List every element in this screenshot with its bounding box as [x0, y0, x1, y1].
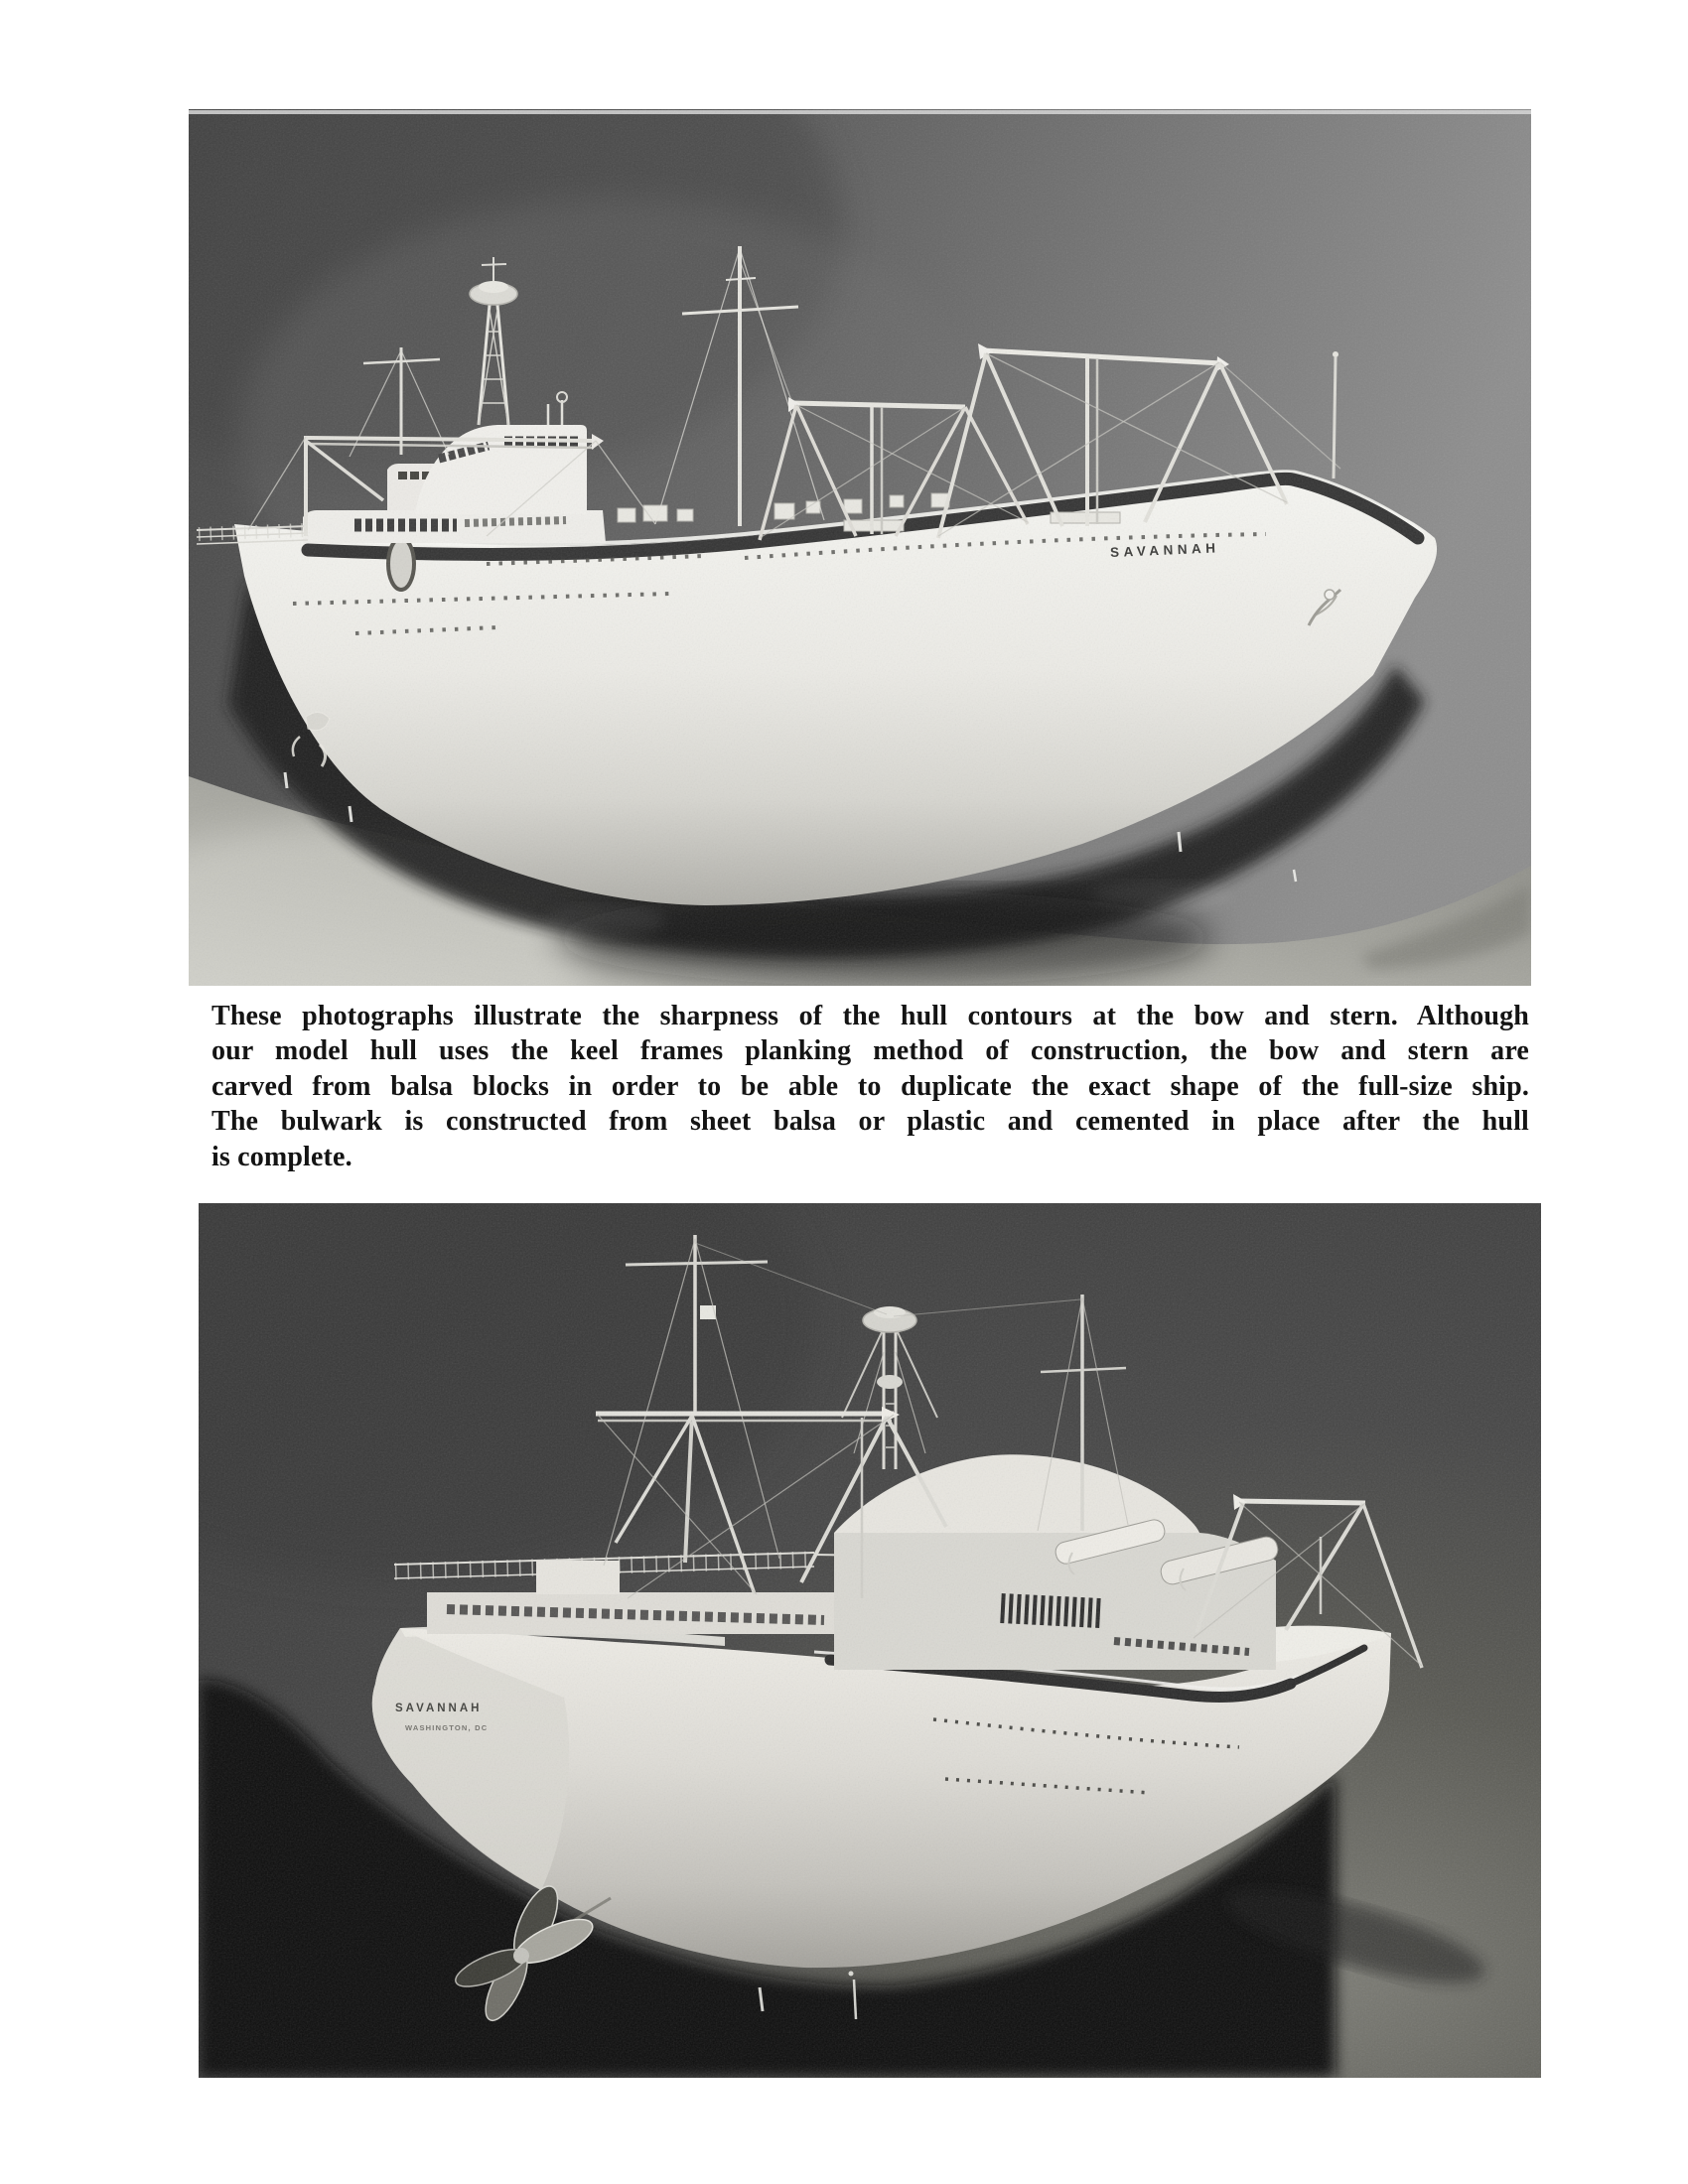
photo-grain	[189, 109, 1531, 986]
caption-line: our model hull uses the keel frames planking method of construction, the bow and stern are	[211, 1035, 1529, 1067]
caption-line: carved from balsa blocks in order to be able to duplicate the exact shape of the full-size ship.	[211, 1070, 1529, 1102]
top-photo-image	[189, 109, 1531, 986]
caption-paragraph	[211, 999, 1529, 1174]
caption-line: These photographs illustrate the sharpness of the hull contours at the bow and stern. Although	[211, 1001, 1529, 1031]
photo-grain	[199, 1203, 1541, 2078]
caption-line: is complete.	[211, 1141, 352, 1172]
bottom-photo	[199, 1203, 1541, 2078]
bottom-photo-image	[199, 1203, 1541, 2078]
caption-line: The bulwark is constructed from sheet balsa or plastic and cemented in place after the hull	[211, 1106, 1529, 1138]
top-photo	[189, 109, 1531, 986]
